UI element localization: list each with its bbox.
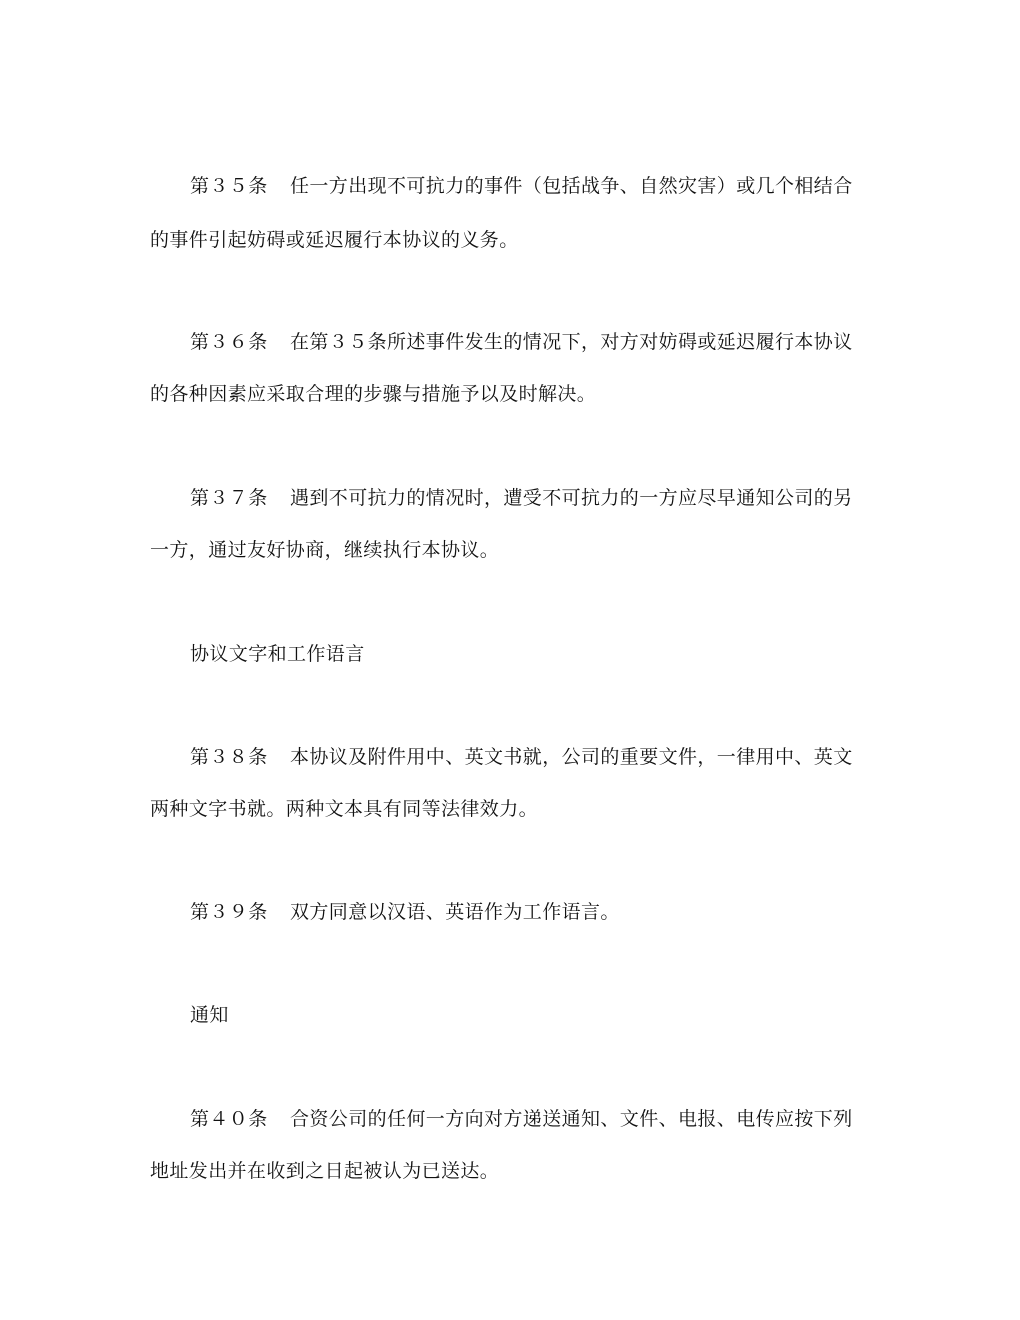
article-40-number: 第４０条	[190, 1108, 268, 1130]
article-40-line-2: 地址发出并在收到之日起被认为已送达。	[150, 1160, 500, 1182]
article-38-line-1	[190, 745, 853, 769]
article-40-line-1	[190, 1107, 853, 1131]
article-37-line-1	[190, 486, 853, 510]
article-35-text: 任一方出现不可抗力的事件（包括战争、自然灾害）或几个相结合	[290, 175, 853, 197]
article-39-text: 双方同意以汉语、英语作为工作语言。	[290, 901, 620, 923]
section-heading-language: 协议文字和工作语言	[190, 643, 365, 665]
article-36-number: 第３６条	[190, 331, 268, 353]
article-39-line-1	[190, 900, 620, 924]
article-38-text: 本协议及附件用中、英文书就，公司的重要文件，一律用中、英文	[290, 746, 853, 768]
article-35-line-2: 的事件引起妨碍或延迟履行本协议的义务。	[150, 229, 519, 251]
article-36-text: 在第３５条所述事件发生的情况下，对方对妨碍或延迟履行本协议	[290, 331, 853, 353]
article-38-line-2: 两种文字书就。两种文本具有同等法律效力。	[150, 798, 539, 820]
article-36-line-2: 的各种因素应采取合理的步骤与措施予以及时解决。	[150, 383, 597, 405]
article-35-line-1	[190, 174, 853, 198]
article-40-text: 合资公司的任何一方向对方递送通知、文件、电报、电传应按下列	[290, 1108, 853, 1130]
section-heading-notice: 通知	[190, 1004, 229, 1026]
article-37-line-2: 一方，通过友好协商，继续执行本协议。	[150, 539, 500, 561]
article-35-number: 第３５条	[190, 175, 268, 197]
article-39-number: 第３９条	[190, 901, 268, 923]
article-36-line-1	[190, 330, 853, 354]
article-38-number: 第３８条	[190, 746, 268, 768]
article-37-text: 遇到不可抗力的情况时，遭受不可抗力的一方应尽早通知公司的另	[290, 487, 853, 509]
article-37-number: 第３７条	[190, 487, 268, 509]
